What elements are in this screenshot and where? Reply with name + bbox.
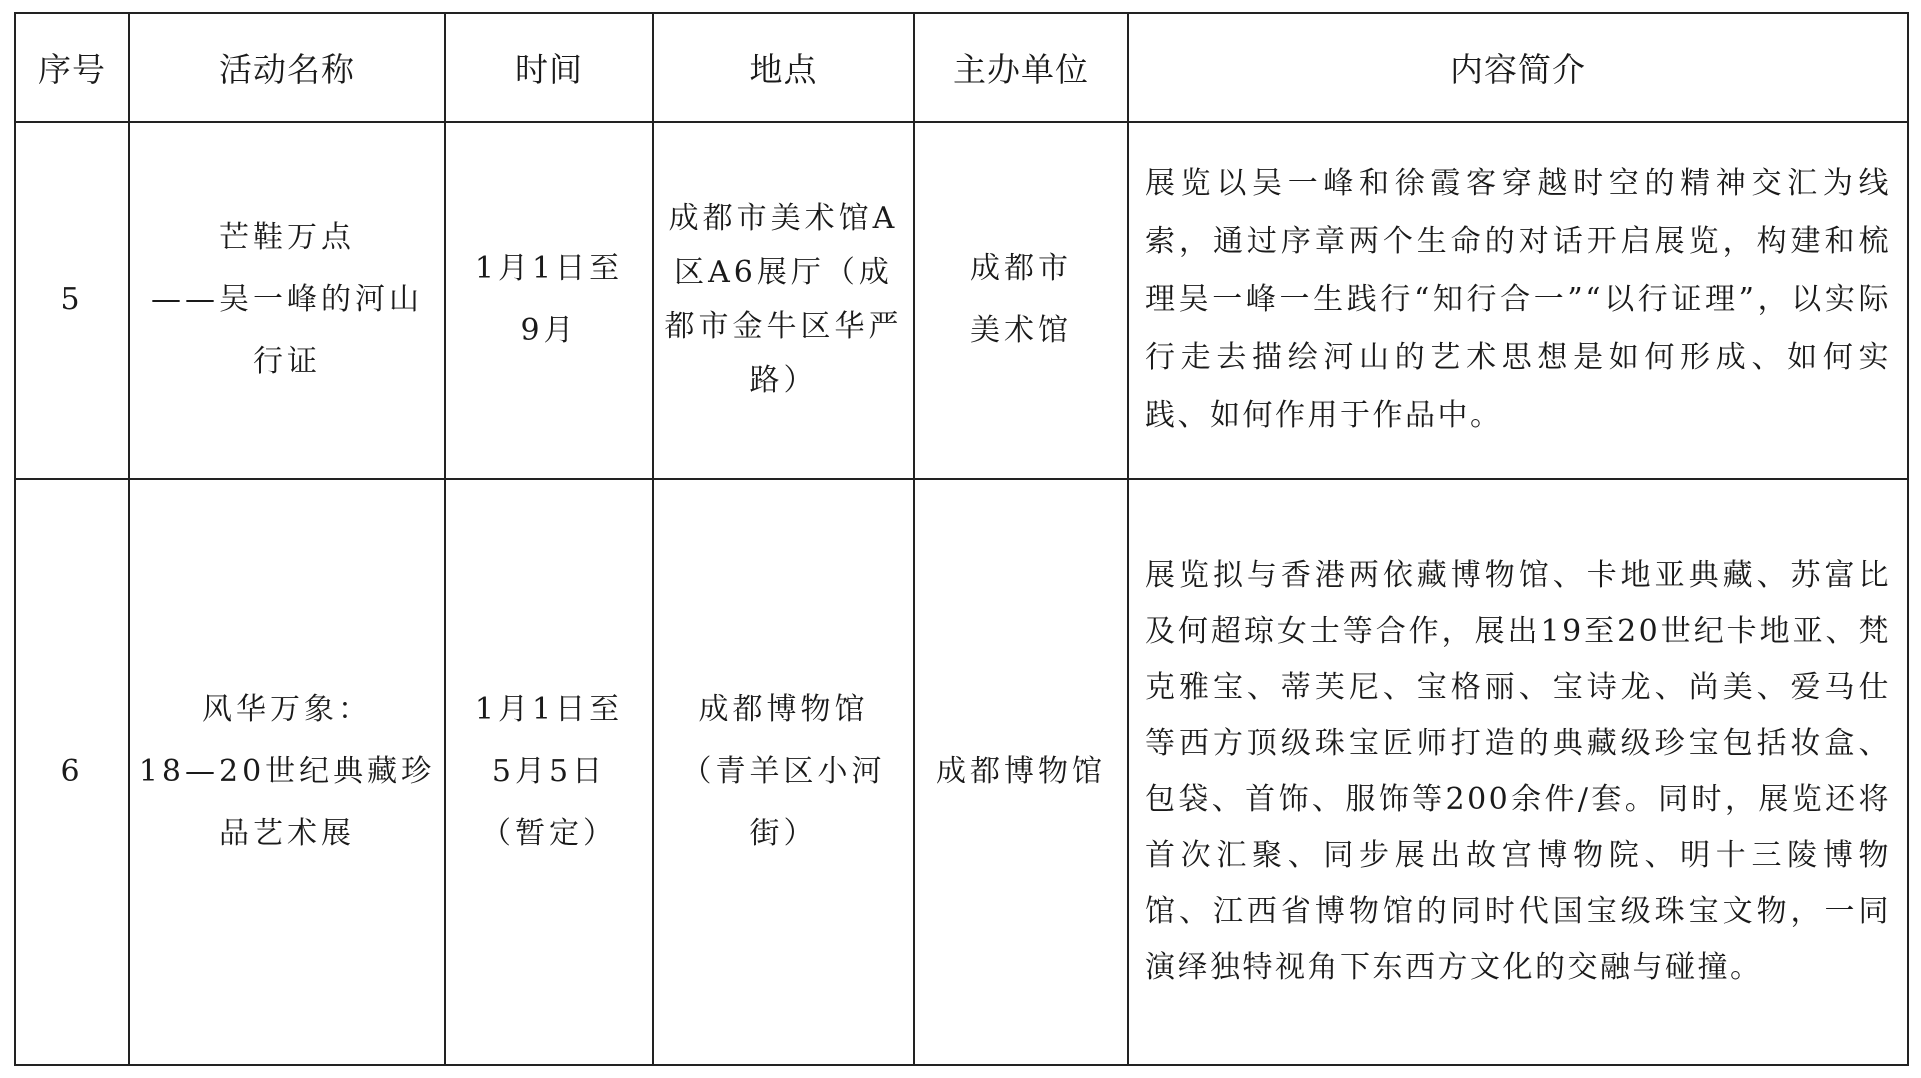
name-line: 品艺术展 bbox=[219, 815, 355, 851]
name-line: 行证 bbox=[253, 344, 321, 380]
row-seq bbox=[15, 122, 129, 479]
header-description: 内容简介 bbox=[1128, 13, 1908, 122]
place-line: 路） bbox=[749, 363, 818, 399]
seq-value: 5 bbox=[60, 282, 84, 318]
place-line: 街） bbox=[749, 815, 818, 851]
header-place: 地点 bbox=[653, 13, 914, 122]
row-place bbox=[653, 122, 914, 479]
table-row bbox=[15, 479, 1908, 1065]
name-line: ——吴一峰的河山 bbox=[151, 282, 423, 318]
header-organizer: 主办单位 bbox=[914, 13, 1128, 122]
organizer-line: 美术馆 bbox=[970, 313, 1072, 349]
place-line: （青羊区小河 bbox=[681, 753, 886, 789]
table-row bbox=[15, 122, 1908, 479]
table-header-row bbox=[15, 13, 1908, 122]
time-line: 1月1日至 bbox=[474, 251, 624, 287]
time-line: 9月 bbox=[520, 313, 578, 349]
events-table bbox=[14, 12, 1909, 1066]
place-line: 成都博物馆 bbox=[698, 691, 869, 727]
name-line: 18—20世纪典藏珍 bbox=[138, 753, 436, 789]
row-seq bbox=[15, 479, 129, 1065]
place-line: 都市金牛区华严 bbox=[664, 309, 903, 345]
row-organizer bbox=[914, 479, 1128, 1065]
header-time: 时间 bbox=[445, 13, 653, 122]
row-time bbox=[445, 122, 653, 479]
row-organizer bbox=[914, 122, 1128, 479]
row-time bbox=[445, 479, 653, 1065]
header-name: 活动名称 bbox=[129, 13, 445, 122]
organizer-line: 成都博物馆 bbox=[936, 753, 1106, 789]
place-line: 区A6展厅（成 bbox=[674, 255, 893, 291]
name-line: 风华万象： bbox=[202, 691, 372, 727]
row-description: 展览以吴一峰和徐霞客穿越时空的精神交汇为线索，通过序章两个生命的对话开启展览，构建和梳理吴一峰一生践行“知行合一”“以行证理”，以实际行走去描绘河山的艺术思想是如何形成、如何实践、如何作用于作品中。 bbox=[1128, 122, 1908, 479]
header-seq: 序号 bbox=[15, 13, 129, 122]
row-place bbox=[653, 479, 914, 1065]
place-line: 成都市美术馆A bbox=[668, 201, 899, 237]
organizer-line: 成都市 bbox=[970, 251, 1072, 287]
name-line: 芒鞋万点 bbox=[219, 220, 355, 256]
time-line: 1月1日至 bbox=[474, 691, 624, 727]
time-line: （暂定） bbox=[481, 815, 617, 851]
seq-value: 6 bbox=[60, 753, 84, 789]
row-description: 展览拟与香港两依藏博物馆、卡地亚典藏、苏富比及何超琼女士等合作，展出19至20世纪卡地亚、梵克雅宝、蒂芙尼、宝格丽、宝诗龙、尚美、爱马仕等西方顶级珠宝匠师打造的典藏级珍宝包括妆盒、包袋、首饰、服饰等200余件/套。同时，展览还将首次汇聚、同步展出故宫博物院、明十三陵博物馆、江西省博物馆的同时代国宝级珠宝文物，一同演绎独特视角下东西方文化的交融与碰撞。 bbox=[1128, 479, 1908, 1065]
row-name bbox=[129, 122, 445, 479]
row-name bbox=[129, 479, 445, 1065]
time-line: 5月5日 bbox=[491, 753, 607, 789]
